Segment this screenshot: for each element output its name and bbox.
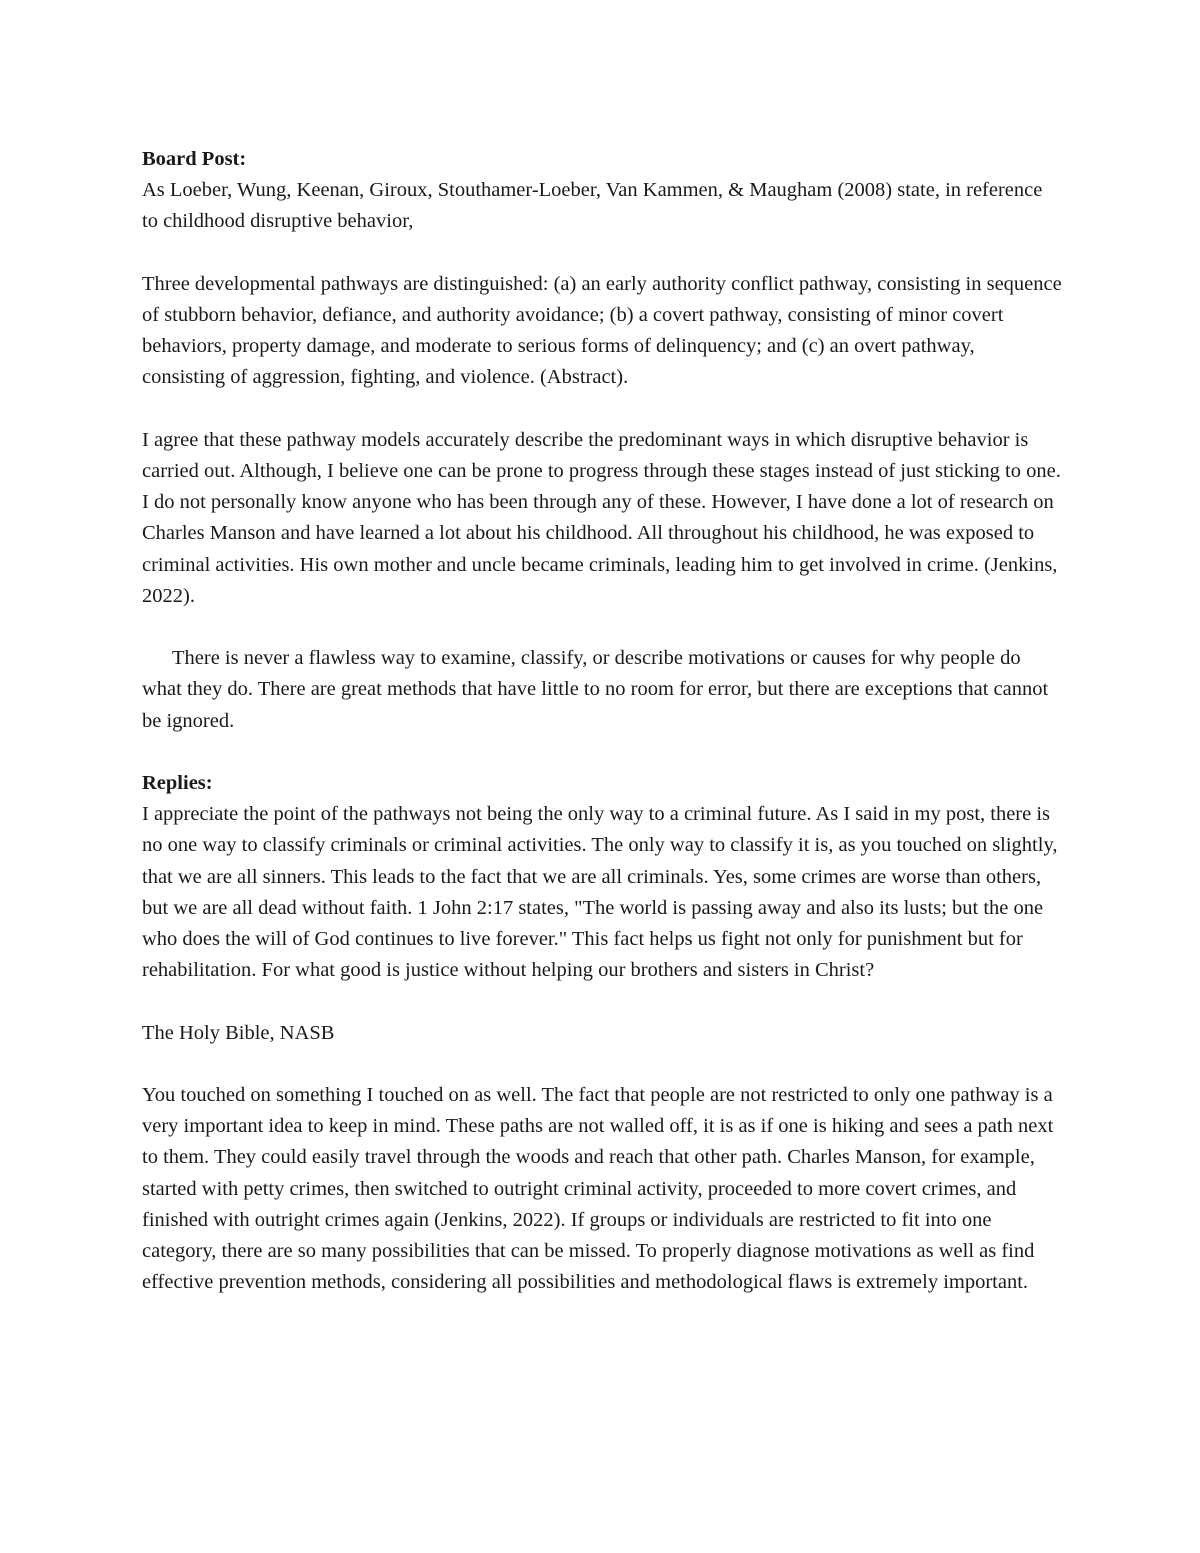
document-body	[142, 144, 1062, 1298]
board-post-quote: Three developmental pathways are distinguished: (a) an early authority conflict pathway, consisting in sequence of stubborn behavior, defiance, and authority avoidance; (b) a covert pathway, consisting of minor covert behaviors, property damage, and moderate to serious forms of delinquency; and (c) an overt pathway, consisting of aggression, fighting, and violence. (Abstract).	[142, 272, 1062, 389]
replies-heading: Replies:	[142, 772, 213, 794]
reply-1: I appreciate the point of the pathways not being the only way to a criminal future. As I said in my post, there is no one way to classify criminals or criminal activities. The only way to classify it is, as you touched on slightly, that we are all sinners. This leads to the fact that we are all criminals. Yes, some crimes are worse than others, but we are all dead without faith. 1 John 2:17 states, "The world is passing away and also its lusts; but the one who does the will of God continues to live forever." This fact helps us fight not only for punishment but for rehabilitation. For what good is justice without helping our brothers and sisters in Christ?	[142, 803, 1058, 982]
reply-1-reference: The Holy Bible, NASB	[142, 1021, 335, 1044]
board-post-heading: Board Post:	[142, 148, 247, 170]
reply-2: You touched on something I touched on as well. The fact that people are not restricted to only one pathway is a very important idea to keep in mind. These paths are not walled off, it is as if one is hiking and sees a path next to them. They could easily travel through the woods and reach that other path. Charles Manson, for example, started with petty crimes, then switched to outright criminal activity, proceeded to more covert crimes, and finished with outright crimes again (Jenkins, 2022). If groups or individuals are restricted to fit into one category, there are so many possibilities that can be missed. To properly diagnose motivations as well as find effective prevention methods, considering all possibilities and methodological flaws is extremely important.	[142, 1084, 1054, 1294]
board-post-paragraph-2: There is never a flawless way to examine, classify, or describe motivations or causes for why people do what they do. There are great methods that have little to no room for error, but there are exceptions that cannot be ignored.	[142, 647, 1049, 732]
board-post-paragraph-1: I agree that these pathway models accurately describe the predominant ways in which disruptive behavior is carried out. Although, I believe one can be prone to progress through these stages instead of just sticking to one. I do not personally know anyone who has been through any of these. However, I have done a lot of research on Charles Manson and have learned a lot about his childhood. All throughout his childhood, he was exposed to criminal activities. His own mother and uncle became criminals, leading him to get involved in crime. (Jenkins, 2022).	[142, 428, 1061, 607]
board-post-intro: As Loeber, Wung, Keenan, Giroux, Stouthamer-Loeber, Van Kammen, & Maugham (2008) state, in reference to childhood disruptive behavior,	[142, 179, 1043, 233]
